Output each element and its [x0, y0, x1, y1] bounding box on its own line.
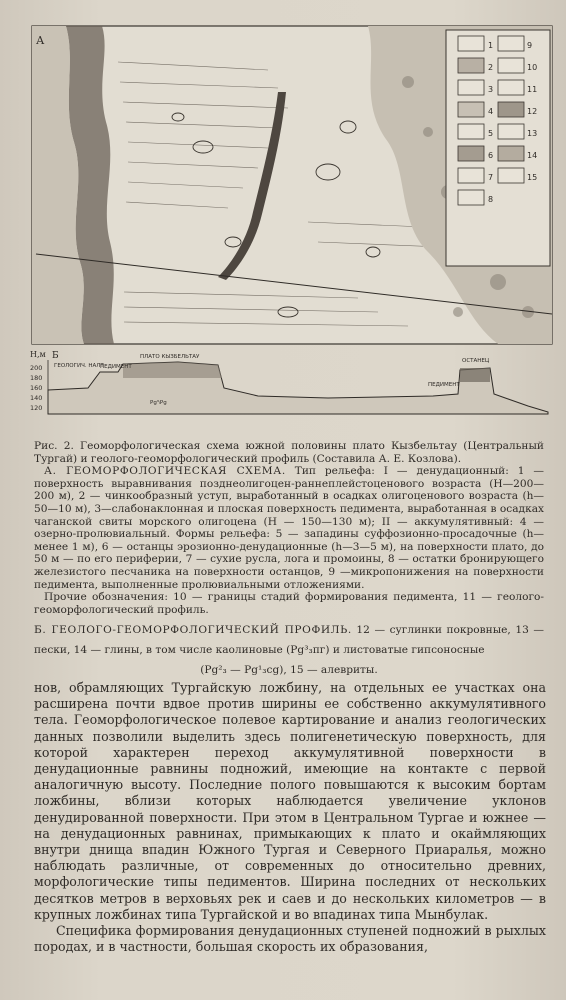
paragraph-2: Специфика формирования денудационных ступеней подножий в рыхлых породах, и в частности, большая скорость их образования,	[34, 923, 546, 955]
section-a-heading: А. ГЕОМОРФОЛОГИЧЕСКАЯ СХЕМА.	[44, 465, 286, 478]
legend-num-5: 5	[488, 129, 494, 138]
tick-200: 200	[30, 364, 43, 372]
profile-axis-ticks	[30, 364, 42, 412]
label-outlier: ОСТАНЕЦ	[462, 358, 490, 364]
label-left-zone: ГЕОЛОГИЧ. НАЛТ	[54, 363, 104, 369]
legend-num-13: 13	[527, 129, 538, 138]
panel-a-label: А	[36, 34, 45, 47]
tick-160: 160	[30, 384, 43, 392]
legend-num-15: 15	[527, 173, 538, 182]
profile-axis-title: Н,м	[30, 350, 46, 359]
panel-b-label: Б	[52, 351, 59, 361]
legend-num-6: 6	[488, 151, 494, 160]
label-plateau: ПЛАТО КЫЗБЕЛЬТАУ	[140, 354, 200, 360]
figure-drawing	[28, 22, 556, 440]
section-b-line2: (Pg²₃ — Pg¹₃cg), 15 — алевриты.	[200, 664, 378, 676]
legend-num-4: 4	[488, 107, 494, 116]
legend-num-1: 1	[488, 41, 494, 50]
legend-num-7: 7	[488, 173, 494, 182]
legend-num-3: 3	[488, 85, 494, 94]
section-a	[34, 465, 544, 591]
figure-caption	[34, 440, 544, 616]
legend-num-2: 2	[488, 63, 494, 72]
legend-num-8: 8	[488, 195, 494, 204]
section-b	[34, 620, 544, 680]
legend-num-9: 9	[527, 41, 533, 50]
section-b-line1: 12 — суглинки покровные, 13 — пески, 14 — глины, в том числе каолиновые (Pg³₃пг) и листоватые гипсоносные	[34, 624, 544, 656]
section-b-heading: Б. ГЕОЛОГО-ГЕОМОРФОЛОГИЧЕСКИЙ ПРОФИЛЬ.	[34, 624, 352, 636]
legend-num-12: 12	[527, 107, 538, 116]
figure-geomorphological-scheme	[28, 22, 556, 440]
tick-180: 180	[30, 374, 43, 382]
section-a-text: Тип рельефа: I — денудационный: 1 — поверхность выравнивания позднеолигоцен-раннеплейстоценового возраста (Н—200—200 м), 2 — чинкообразный уступ, выработанный в осадках олигоценового возраста (h—50—10 м), 3—слабонаклонная и плоская поверхность педимента, выработанная в осадках чаганской свиты морского олигоцена (Н — 150—130 м); II — аккумулятивный: 4 — озерно-пролювиальный. Формы рельефа: 5 — западины суффозионно-просадочные (h—менее 1 м), 6 — останцы эрозионно-денудационные (h—3—5 м), на поверхности плато, до 50 м — по его периферии, 7 — сухие русла, лога и промоины, 8 — остатки бронирующего железистого песчаника на поверхности останцов, 9 —микропонижения на поверхности педимента, выполненные пролювиальными отложениями.	[34, 465, 544, 591]
tick-120: 120	[30, 404, 43, 412]
legend-num-14: 14	[527, 151, 538, 160]
paragraph-1: нов, обрамляющих Тургайскую ложбину, на отдельных ее участках она расширена почти вдвое против ширины ее собственно аккумулятивного тела. Геоморфологическое полевое картирование и анализ геологических данных позволили выделить здесь полигенетическую поверхность, для которой характерен переход аккумулятивной поверхности в денудационные равнины подножий, имеющие на контакте с первой аналогичную высоту. Последние полого повышаются к высоким бортам ложбины, вблизи которых наблюдается увеличение уклонов денудированной поверхности. При этом в Центральном Тургае и южнее — на денудационных равнинах, примыкающих к плато и окаймляющих внутри днища впадин Южного Тургая и Северного Приаралья, можно наблюдать различные, от современных до относительно древних, морфологические типы педиментов. Ширина последних от нескольких десятков метров в верховьях рек и саев и до нескольких километров — в крупных ложбинах типа Тургайской и во впадинах типа Мынбулак.	[34, 680, 546, 922]
tick-140: 140	[30, 394, 43, 402]
legend-num-10: 10	[527, 63, 538, 72]
label-pediment-right: ПЕДИМЕНТ	[428, 382, 460, 388]
label-stratum: Pg³ₗPg	[150, 400, 167, 406]
figure-title: Рис. 2. Геоморфологическая схема южной половины плато Кызбельтау (Центральный Тургай) и геолого-геоморфологический профиль (Составила А. Е. Козлова).	[34, 440, 544, 465]
other-symbols: Прочие обозначения: 10 — границы стадий формирования педимента, 11 — геолого-геоморфологический профиль.	[34, 591, 544, 616]
label-pediment-left: ПЕДИМЕНТ	[100, 364, 132, 370]
profile-panel	[30, 350, 548, 414]
legend-num-11: 11	[527, 85, 538, 94]
body-text	[34, 680, 546, 955]
